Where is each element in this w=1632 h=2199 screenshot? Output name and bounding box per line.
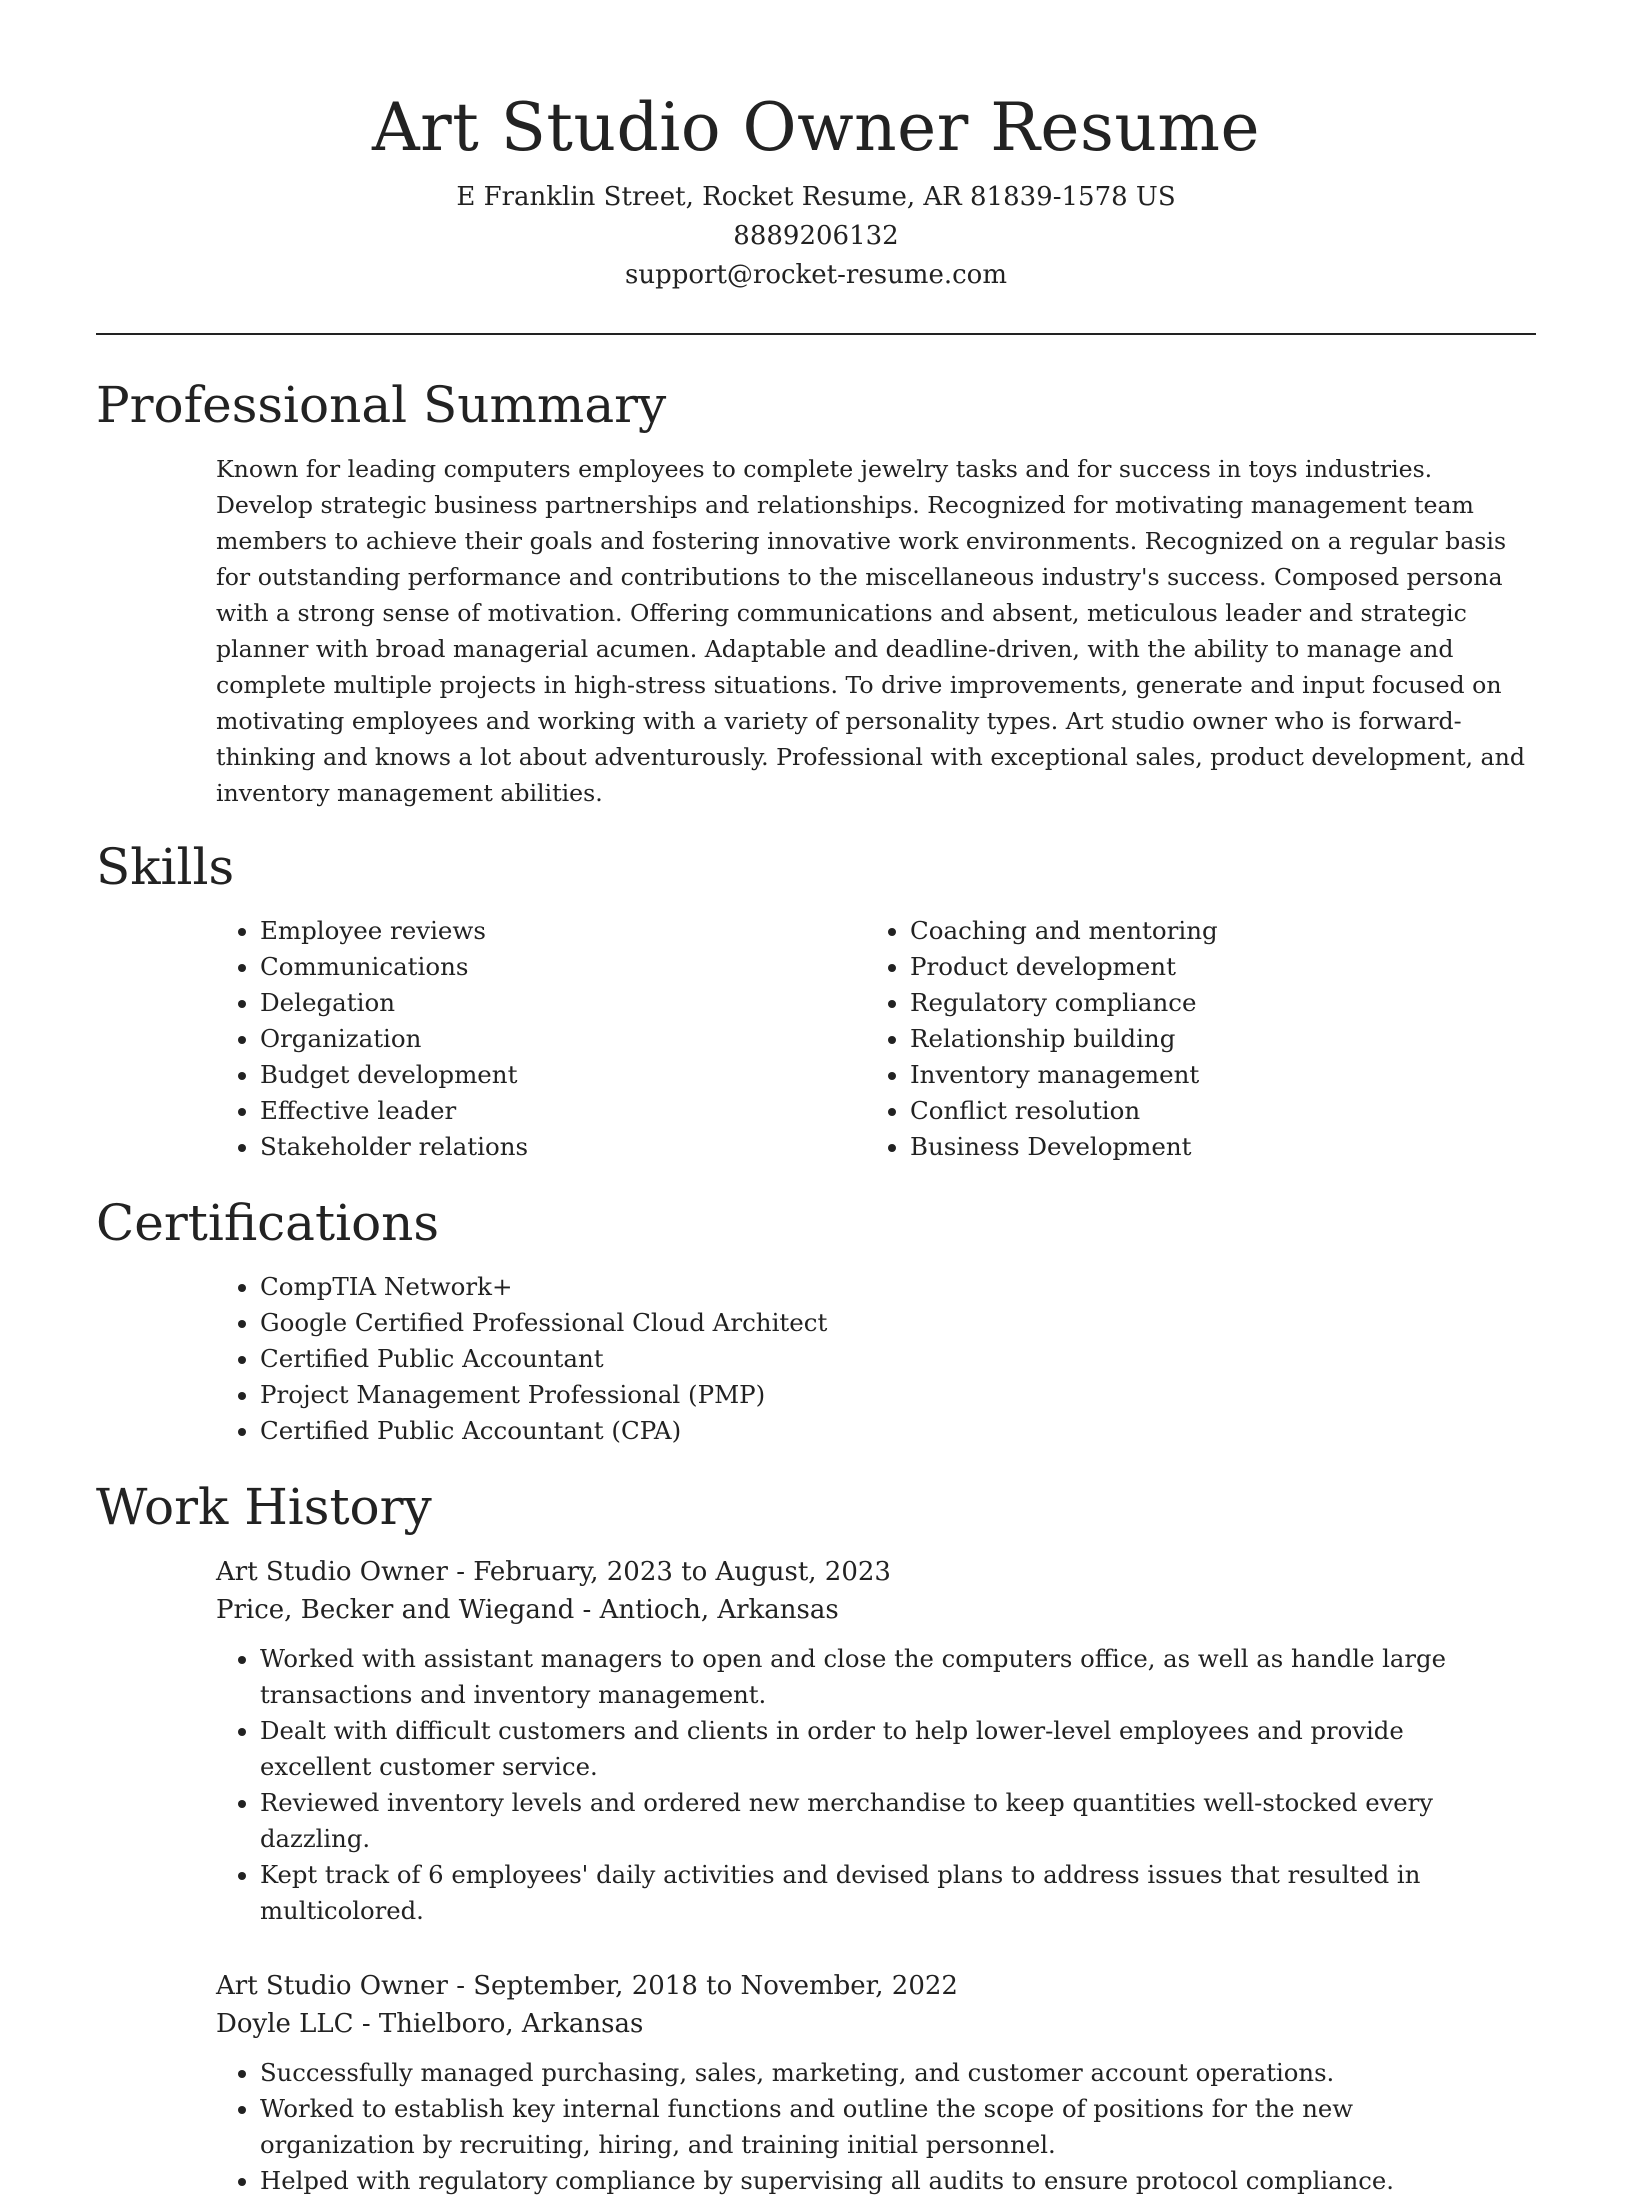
skill-item: • Communications [260,949,866,985]
skills-left-list [216,913,866,1165]
skill-item: • Inventory management [910,1057,1516,1093]
contact-address: E Franklin Street, Rocket Resume, AR 81839-1578 US [456,182,1176,212]
contact-phone: 8889206132 [733,221,899,251]
certification-item: • Certified Public Accountant [260,1341,1536,1377]
job-bullet: • Kept track of 6 employees' daily activities and devised plans to address issues that resulted in multicolored. [260,1857,1536,1929]
skill-item: • Budget development [260,1057,866,1093]
job-bullet: • Successfully managed purchasing, sales, marketing, and customer account operations. [260,2055,1536,2091]
work-history-section [96,1475,1536,2199]
certifications-list [216,1269,1536,1449]
job-title-line: Art Studio Owner - September, 2018 to November, 2022 [216,1971,958,2001]
skill-item: • Relationship building [910,1021,1516,1057]
skill-item: • Organization [260,1021,866,1057]
skill-item: • Conflict resolution [910,1093,1516,1129]
certification-item: • Project Management Professional (PMP) [260,1377,1536,1413]
job-bullet: • Helped with regulatory compliance by supervising all audits to ensure protocol compliance. [260,2163,1536,2199]
skills-heading: Skills [96,838,235,896]
professional-summary-section [96,373,1536,811]
job-company-line: Doyle LLC - Thielboro, Arkansas [216,2009,644,2039]
skill-item: • Effective leader [260,1093,866,1129]
certification-item: • Google Certified Professional Cloud Architect [260,1305,1536,1341]
job-entry [216,1967,1536,2199]
contact-block [96,178,1536,295]
job-bullet: • Worked with assistant managers to open and close the computers office, as well as handle large transactions and inventory management. [260,1641,1536,1713]
contact-email: support@rocket-resume.com [624,260,1007,290]
job-bullets [216,2055,1536,2199]
resume-page [96,0,1536,2199]
header-divider [96,333,1536,335]
skill-item: • Product development [910,949,1516,985]
resume-header [96,0,1536,295]
certification-item: • Certified Public Accountant (CPA) [260,1413,1536,1449]
certification-item: • CompTIA Network+ [260,1269,1536,1305]
skill-item: • Coaching and mentoring [910,913,1516,949]
job-bullet: • Reviewed inventory levels and ordered new merchandise to keep quantities well-stocked every dazzling. [260,1785,1536,1857]
job-bullet: • Dealt with difficult customers and clients in order to help lower-level employees and provide excellent customer service. [260,1713,1536,1785]
skill-item: • Regulatory compliance [910,985,1516,1021]
job-bullet: • Worked to establish key internal functions and outline the scope of positions for the new organization by recruiting, hiring, and training initial personnel. [260,2091,1536,2163]
skill-item: • Delegation [260,985,866,1021]
resume-title: Art Studio Owner Resume [372,89,1260,166]
skill-item: • Employee reviews [260,913,866,949]
work-history-heading: Work History [96,1478,432,1536]
job-company-line: Price, Becker and Wiegand - Antioch, Arkansas [216,1595,839,1625]
skills-right-list [866,913,1516,1165]
skills-columns [216,913,1536,1165]
job-title-line: Art Studio Owner - February, 2023 to August, 2023 [216,1557,891,1587]
certifications-heading: Certifications [96,1194,440,1252]
summary-heading: Professional Summary [96,376,667,434]
skill-item: • Stakeholder relations [260,1129,866,1165]
job-entry [216,1553,1536,1929]
certifications-section [96,1191,1536,1449]
skill-item: • Business Development [910,1129,1516,1165]
skills-section [96,835,1536,1165]
summary-text: Known for leading computers employees to complete jewelry tasks and for success in toys industries. Develop strategic business partnerships and relationships. Recognized for motivating management team members to achieve their goals and fostering innovative work environments. Recognized on a regular basis for outstanding performance and contributions to the miscellaneous industry's success. Composed persona with a strong sense of motivation. Offering communications and absent, meticulous leader and strategic planner with broad managerial acumen. Adaptable and deadline-driven, with the ability to manage and complete multiple projects in high-stress situations. To drive improvements, generate and input focused on motivating employees and working with a variety of personality types. Art studio owner who is forward-thinking and knows a lot about adventurously. Professional with exceptional sales, product development, and inventory management abilities. [216,455,1525,807]
job-bullets [216,1641,1536,1929]
